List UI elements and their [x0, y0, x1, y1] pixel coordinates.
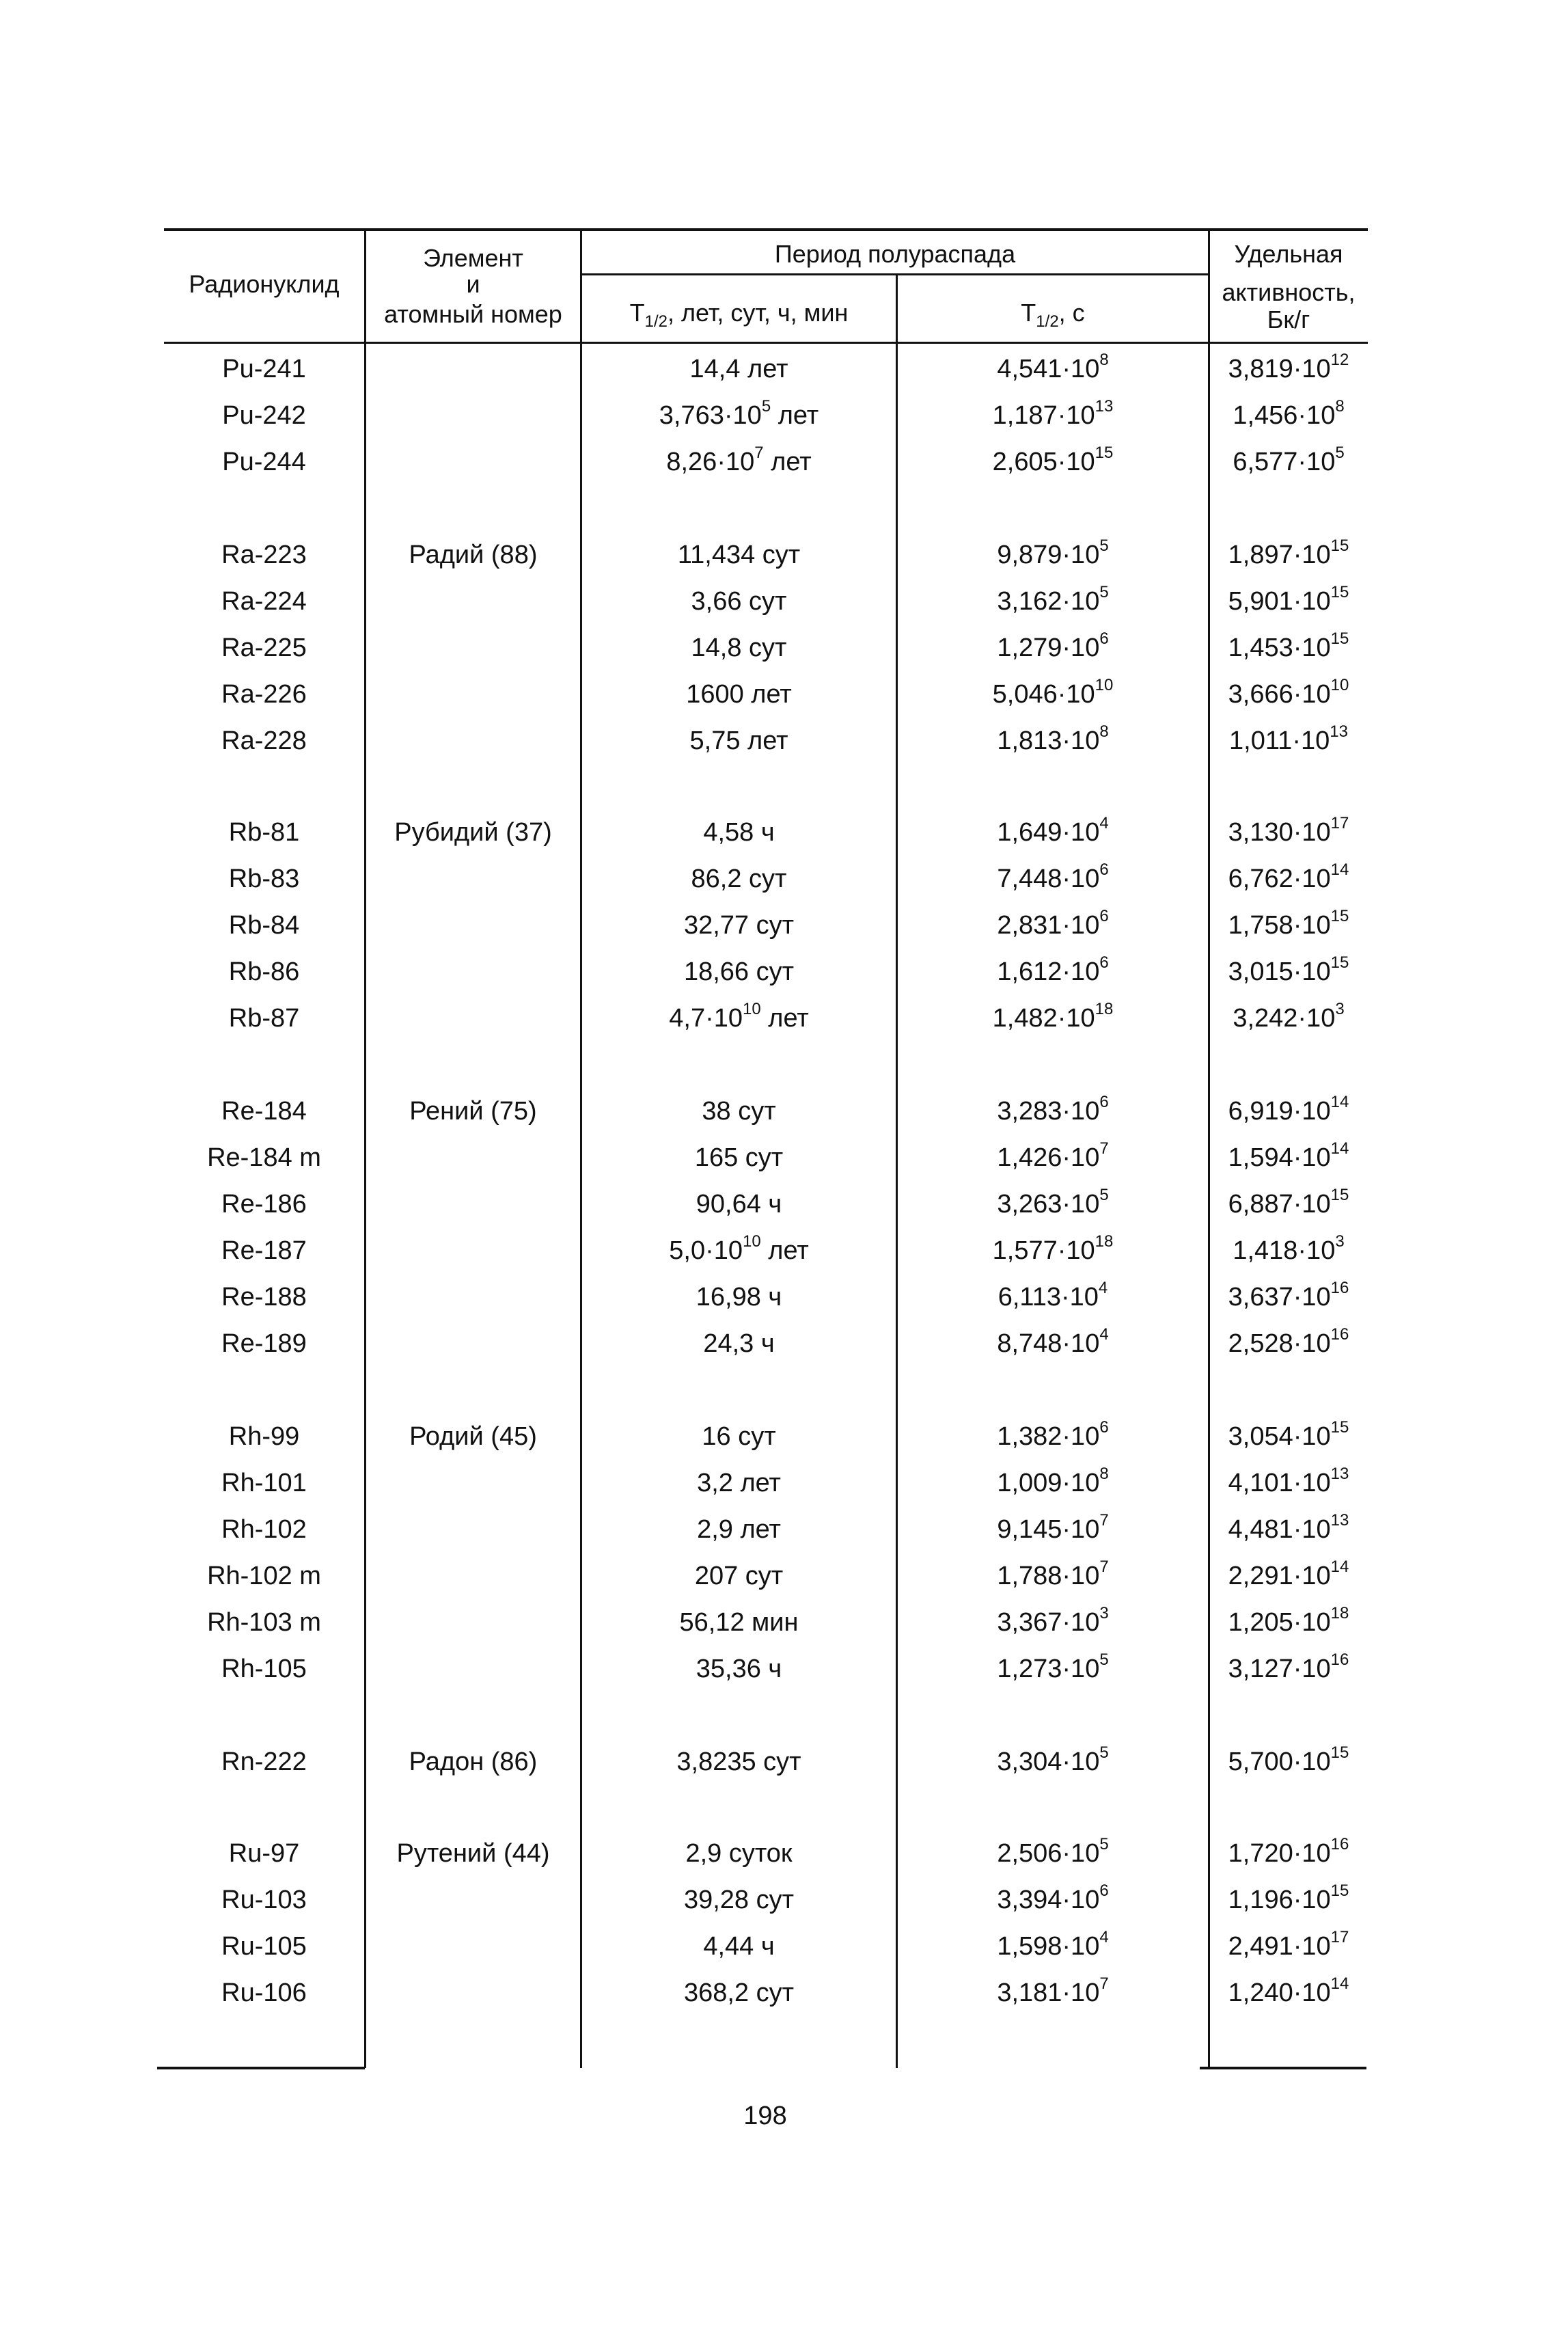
cell-activity: $1,011\cdot 10^{13}$	[1229, 722, 1348, 755]
cell-nuclide: Re-184 m	[207, 1143, 321, 1172]
cell-halflife-seconds: $4,541\cdot 10^8$	[997, 351, 1109, 383]
cell-nuclide: Rb-83	[228, 865, 300, 893]
cell-activity: $2,291\cdot 10^{14}$	[1228, 1558, 1349, 1590]
cell-activity: $3,015\cdot 10^{15}$	[1228, 953, 1349, 986]
header-activity-line-1: Удельная	[1234, 240, 1343, 268]
cell-activity: $3,130\cdot 10^{17}$	[1228, 814, 1349, 847]
cell-activity: $1,205\cdot 10^{18}$	[1228, 1604, 1349, 1637]
cell-nuclide: Ru-103	[221, 1886, 307, 1914]
header-nuclide: Радионуклид	[189, 270, 340, 298]
cell-activity: $1,418\cdot 10^3$	[1233, 1232, 1345, 1265]
cell-halflife-text: 35,36 ч	[696, 1655, 782, 1683]
cell-activity: $3,637\cdot 10^{16}$	[1228, 1279, 1349, 1311]
cell-nuclide: Ra-226	[221, 680, 307, 709]
cell-nuclide: Rh-99	[228, 1422, 300, 1451]
cell-halflife-text: 86,2 сут	[691, 865, 787, 893]
cell-activity: $1,240\cdot 10^{14}$	[1228, 1974, 1349, 2007]
cell-halflife-seconds: $8,748\cdot 10^4$	[997, 1325, 1109, 1358]
cell-activity: $4,481\cdot 10^{13}$	[1228, 1511, 1349, 1544]
cell-halflife-text: 16 сут	[702, 1422, 776, 1451]
header-element-line-3: атомный номер	[384, 300, 562, 328]
cell-nuclide: Rh-103 m	[207, 1608, 321, 1637]
cell-halflife-seconds: $3,162\cdot 10^5$	[997, 583, 1109, 616]
cell-halflife-text: 11,434 сут	[677, 541, 801, 569]
cell-nuclide: Rb-86	[228, 957, 300, 986]
header-halflife-seconds: $T_{1/2}$, с	[1021, 299, 1085, 331]
cell-halflife-text: $8,26\cdot 10^7$ лет	[666, 444, 812, 476]
cell-halflife-text: $4,7\cdot 10^{10}$ лет	[669, 1000, 809, 1033]
cell-element: Рений (75)	[409, 1097, 537, 1126]
table-bottom-rule-right	[1200, 2067, 1366, 2069]
cell-halflife-text: 14,8 сут	[691, 634, 787, 662]
cell-activity: $6,762\cdot 10^{14}$	[1228, 860, 1349, 893]
page-number: 198	[743, 2102, 787, 2130]
cell-activity: $1,456\cdot 10^8$	[1233, 397, 1345, 430]
cell-halflife-text: $5,0\cdot 10^{10}$ лет	[669, 1232, 809, 1265]
cell-activity: $1,453\cdot 10^{15}$	[1228, 629, 1349, 662]
cell-halflife-seconds: $1,612\cdot 10^6$	[997, 953, 1109, 986]
cell-halflife-seconds: $1,279\cdot 10^6$	[997, 629, 1109, 662]
cell-element: Родий (45)	[409, 1422, 537, 1451]
cell-element: Рутений (44)	[396, 1839, 550, 1868]
column-divider-1	[364, 230, 366, 2068]
header-halflife: Период полураспада	[774, 240, 1016, 268]
cell-halflife-text: 2,9 суток	[685, 1839, 793, 1868]
cell-activity: $2,491\cdot 10^{17}$	[1228, 1928, 1349, 1961]
cell-halflife-seconds: $1,577\cdot 10^{18}$	[992, 1232, 1114, 1265]
cell-halflife-seconds: $1,187\cdot 10^{13}$	[992, 397, 1114, 430]
cell-halflife-seconds: $1,813\cdot 10^8$	[997, 722, 1109, 755]
cell-halflife-seconds: $1,009\cdot 10^8$	[997, 1465, 1109, 1497]
cell-nuclide: Rb-87	[228, 1004, 300, 1033]
cell-halflife-seconds: $1,273\cdot 10^5$	[997, 1650, 1109, 1683]
header-element-line-1: Элемент	[423, 244, 523, 272]
cell-nuclide: Ra-225	[221, 634, 307, 662]
cell-halflife-seconds: $3,263\cdot 10^5$	[997, 1186, 1109, 1219]
header-element-line-2: и	[466, 270, 480, 298]
cell-halflife-seconds: $7,448\cdot 10^6$	[997, 860, 1109, 893]
cell-activity: $4,101\cdot 10^{13}$	[1228, 1465, 1349, 1497]
cell-halflife-text: 32,77 сут	[683, 911, 795, 940]
cell-activity: $5,901\cdot 10^{15}$	[1228, 583, 1349, 616]
cell-halflife-seconds: $1,482\cdot 10^{18}$	[992, 1000, 1114, 1033]
cell-nuclide: Pu-244	[222, 448, 306, 476]
cell-activity: $3,242\cdot 10^3$	[1233, 1000, 1345, 1033]
cell-halflife-text: 14,4 лет	[689, 355, 788, 383]
cell-activity: $1,196\cdot 10^{15}$	[1228, 1881, 1349, 1914]
cell-halflife-text: 56,12 мин	[679, 1608, 799, 1637]
cell-halflife-seconds: $5,046\cdot 10^{10}$	[992, 676, 1114, 709]
cell-activity: $5,700\cdot 10^{15}$	[1228, 1743, 1349, 1776]
cell-halflife-text: $3,763\cdot 10^5$ лет	[659, 397, 819, 430]
table-bottom-rule-left	[157, 2067, 365, 2069]
cell-halflife-seconds: $3,367\cdot 10^3$	[997, 1604, 1109, 1637]
cell-nuclide: Rb-84	[228, 911, 300, 940]
cell-halflife-text: 207 сут	[694, 1562, 784, 1590]
cell-halflife-text: 38 сут	[702, 1097, 776, 1126]
header-bottom-rule	[164, 342, 1368, 344]
cell-element: Радий (88)	[409, 541, 538, 569]
cell-nuclide: Rh-102 m	[207, 1562, 321, 1590]
cell-halflife-seconds: $1,382\cdot 10^6$	[997, 1418, 1109, 1451]
cell-element: Рубидий (37)	[394, 818, 552, 847]
cell-nuclide: Pu-241	[222, 355, 306, 383]
cell-nuclide: Ra-224	[221, 587, 307, 616]
cell-halflife-text: 18,66 сут	[683, 957, 795, 986]
cell-activity: $6,577\cdot 10^5$	[1233, 444, 1345, 476]
cell-halflife-seconds: $1,598\cdot 10^4$	[997, 1928, 1109, 1961]
cell-activity: $2,528\cdot 10^{16}$	[1228, 1325, 1349, 1358]
cell-halflife-seconds: $1,649\cdot 10^4$	[997, 814, 1109, 847]
cell-activity: $1,720\cdot 10^{16}$	[1228, 1835, 1349, 1868]
cell-nuclide: Ru-97	[228, 1839, 300, 1868]
cell-halflife-text: 368,2 сут	[683, 1979, 795, 2007]
cell-halflife-seconds: $9,145\cdot 10^7$	[997, 1511, 1109, 1544]
cell-nuclide: Rb-81	[228, 818, 300, 847]
cell-halflife-seconds: $9,879\cdot 10^5$	[997, 536, 1109, 569]
cell-nuclide: Re-188	[221, 1283, 307, 1311]
cell-nuclide: Rh-105	[221, 1655, 307, 1683]
cell-halflife-text: 165 сут	[694, 1143, 784, 1172]
cell-halflife-text: 39,28 сут	[683, 1886, 795, 1914]
cell-halflife-seconds: $3,394\cdot 10^6$	[997, 1881, 1109, 1914]
cell-nuclide: Rh-101	[221, 1469, 307, 1497]
cell-halflife-text: 3,8235 сут	[676, 1748, 801, 1776]
header-halflife-text: $T_{1/2}$, лет, сут, ч, мин	[629, 299, 849, 331]
cell-halflife-text: 4,58 ч	[703, 818, 775, 847]
cell-nuclide: Re-187	[221, 1236, 307, 1265]
cell-nuclide: Ra-228	[221, 726, 307, 755]
cell-halflife-seconds: $1,788\cdot 10^7$	[997, 1558, 1109, 1590]
header-activity-line-2: активность,	[1222, 278, 1356, 306]
cell-halflife-text: 1600 лет	[686, 680, 792, 709]
cell-halflife-text: 4,44 ч	[703, 1932, 775, 1961]
cell-halflife-seconds: $3,304\cdot 10^5$	[997, 1743, 1109, 1776]
cell-halflife-seconds: $3,283\cdot 10^6$	[997, 1093, 1109, 1126]
cell-nuclide: Rh-102	[221, 1515, 307, 1544]
cell-activity: $3,054\cdot 10^{15}$	[1228, 1418, 1349, 1451]
header-activity-line-3: Бк/г	[1267, 305, 1310, 334]
cell-halflife-seconds: $1,426\cdot 10^7$	[997, 1139, 1109, 1172]
cell-nuclide: Re-186	[221, 1190, 307, 1219]
cell-halflife-text: 90,64 ч	[696, 1190, 782, 1219]
cell-activity: $3,127\cdot 10^{16}$	[1228, 1650, 1349, 1683]
cell-nuclide: Ru-105	[221, 1932, 307, 1961]
cell-activity: $6,919\cdot 10^{14}$	[1228, 1093, 1349, 1126]
cell-activity: $3,666\cdot 10^{10}$	[1228, 676, 1349, 709]
cell-halflife-seconds: $3,181\cdot 10^7$	[997, 1974, 1109, 2007]
cell-halflife-seconds: $2,605\cdot 10^{15}$	[992, 444, 1114, 476]
cell-element: Радон (86)	[409, 1748, 538, 1776]
cell-halflife-text: 5,75 лет	[689, 726, 788, 755]
cell-halflife-text: 24,3 ч	[703, 1329, 775, 1358]
cell-nuclide: Pu-242	[222, 401, 306, 430]
cell-activity: $1,594\cdot 10^{14}$	[1228, 1139, 1349, 1172]
table-top-rule	[164, 228, 1368, 231]
cell-halflife-text: 2,9 лет	[697, 1515, 781, 1544]
cell-halflife-seconds: $2,506\cdot 10^5$	[997, 1835, 1109, 1868]
cell-activity: $6,887\cdot 10^{15}$	[1228, 1186, 1349, 1219]
cell-activity: $1,758\cdot 10^{15}$	[1228, 907, 1349, 940]
cell-nuclide: Ru-106	[221, 1979, 307, 2007]
cell-halflife-seconds: $2,831\cdot 10^6$	[997, 907, 1109, 940]
cell-activity: $1,897\cdot 10^{15}$	[1228, 536, 1349, 569]
cell-halflife-seconds: $6,113\cdot 10^4$	[998, 1279, 1108, 1311]
cell-activity: $3,819\cdot 10^{12}$	[1228, 351, 1349, 383]
cell-nuclide: Re-189	[221, 1329, 307, 1358]
cell-nuclide: Ra-223	[221, 541, 307, 569]
cell-halflife-text: 3,2 лет	[697, 1469, 781, 1497]
cell-halflife-text: 16,98 ч	[696, 1283, 782, 1311]
cell-halflife-text: 3,66 сут	[691, 587, 787, 616]
cell-nuclide: Re-184	[221, 1097, 307, 1126]
cell-nuclide: Rn-222	[221, 1748, 307, 1776]
